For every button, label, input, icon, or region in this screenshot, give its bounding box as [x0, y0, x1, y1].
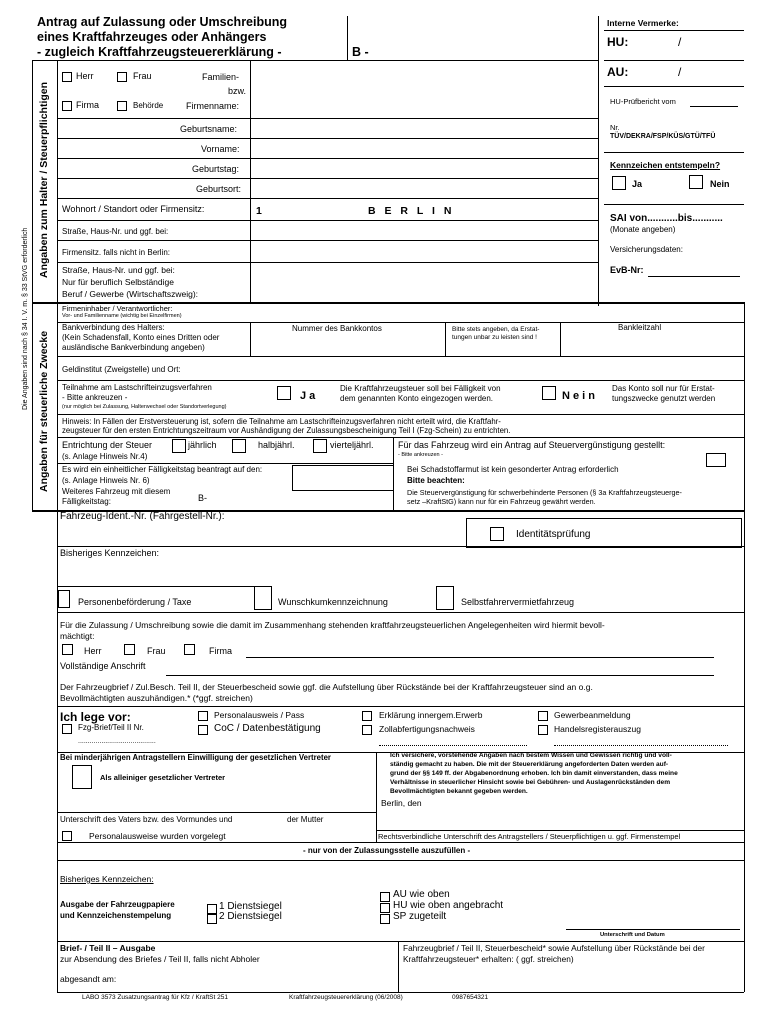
inspection-orgs: TÜV/DEKRA/FSP/KÜS/GTÜ/TFÜ	[610, 133, 716, 140]
hu-report-label: HU-Prüfbericht vom	[610, 97, 676, 106]
form-title-line2: eines Kraftfahrzeuges oder Anhängers	[37, 30, 267, 44]
payment-interval-label: Entrichtung der Steuer	[62, 440, 153, 450]
custom-plate-checkbox[interactable]	[254, 586, 272, 610]
papers-issue-label-2: und Kennzeichenstempelung	[60, 911, 172, 920]
documents-heading: Ich lege vor:	[60, 710, 131, 724]
direct-debit-no-label: N e i n	[562, 390, 596, 402]
footer-declaration: Kraftfahrzeugsteuererklärung (06/2008)	[289, 994, 403, 1001]
sole-guardian-checkbox[interactable]	[72, 765, 92, 789]
street-label: Straße, Haus-Nr. und ggf. bei:	[62, 227, 169, 236]
doc-trade-label: Gewerbeanmeldung	[554, 710, 631, 720]
refund-only-1: Das Konto soll nur für Erstat-	[612, 384, 715, 393]
residence-postcode: 1	[256, 205, 262, 217]
brief-issue-heading: Brief- / Teil II – Ausgabe	[60, 943, 156, 953]
doc-coc-label: CoC / Datenbestätigung	[214, 723, 321, 734]
doc-customs-label: Zollabfertigungsnachweis	[379, 724, 475, 734]
authorization-line-2: mächtigt:	[60, 631, 95, 641]
doc-brief-number-dots[interactable]: ........................................	[78, 738, 156, 745]
holder-frau-checkbox[interactable]	[117, 72, 127, 82]
tax-relief-checkbox[interactable]	[706, 453, 726, 467]
internal-notes-label: Interne Vermerke:	[607, 18, 679, 28]
rental-checkbox[interactable]	[436, 586, 454, 610]
direct-debit-yes-label: J a	[300, 390, 316, 402]
owner-note: Vor- und Familienname (wichtig bei Einzelfirmen)	[62, 313, 182, 319]
mother-signature-label: der Mutter	[287, 815, 324, 824]
note-line-1: Hinweis: In Fällen der Erstversteuerung ist, sofern die Teilnahme am Lastschrifteinzugsverfahren nicht erteilt wird, die Kraftfahr-	[62, 417, 501, 426]
due-text-2: dem genannten Konto eingezogen werden.	[340, 394, 494, 403]
holder-herr-checkbox[interactable]	[62, 72, 72, 82]
residence-label: Wohnort / Standort oder Firmensitz:	[62, 204, 205, 214]
hu-label: HU:	[607, 35, 629, 49]
disabled-note-1: Die Steuervergünstigung für schwerbehinderte Personen (§ 3a Kraftfahrzeugsteuerge-	[407, 488, 682, 497]
sai-period: SAI von...........bis...........	[610, 213, 723, 224]
street2-label: Straße, Haus-Nr. und ggf. bei:	[62, 265, 175, 275]
low-emission-note: Bei Schadstoffarmut ist kein gesonderter Antrag erforderlich	[407, 465, 619, 474]
declaration-line-1: Ich versichere, vorstehende Angaben nach bestem Wissen und Gewissen richtig und voll-	[390, 752, 672, 759]
registration-doc-line-1: Der Fahrzeugbrief / Zul.Besch. Teil II, der Steuerbescheid sowie ggf. die Aufstellung über Rückstände bei der Kraftfahrzeugsteuer sind an o.g.	[60, 682, 593, 692]
identity-check-box	[466, 518, 742, 548]
auth-firma-label: Firma	[209, 646, 232, 656]
stamp-no-checkbox[interactable]	[689, 175, 703, 189]
halfyearly-label: halbjährl.	[258, 440, 295, 450]
holder-behoerde-checkbox[interactable]	[117, 101, 127, 111]
please-note-label: Bitte beachten:	[407, 476, 465, 485]
au-slash: /	[678, 65, 682, 79]
au-label-office: AU wie oben	[393, 889, 450, 900]
side-label-holder: Angaben zum Halter / Steuerpflichtigen	[38, 81, 50, 278]
papers-issue-label-1: Ausgabe der Fahrzeugpapiere	[60, 900, 175, 909]
received-line-1: Fahrzeugbrief / Teil II, Steuerbescheid* sowie Aufstellung über Rückstände bei der	[403, 943, 705, 953]
taxi-checkbox[interactable]	[58, 590, 70, 608]
side-label-legal: Die Angaben sind nach § 34 I. V. m. § 33 StVG erforderlich	[22, 227, 29, 410]
stamp-yes-label: Ja	[632, 179, 643, 189]
direct-debit-label-2: - Bitte ankreuzen -	[62, 393, 128, 402]
owner-label: Firmeninhaber / Verantwortlicher:	[62, 304, 173, 313]
declaration-line-4: Verhältnisse in steuerlicher Hinsicht sowie bei Gebühren- und Auslagenrückständen dem	[390, 779, 671, 786]
doc-id-checkbox[interactable]	[198, 711, 208, 721]
seal-2-checkbox[interactable]	[207, 914, 217, 924]
place-date-label: Berlin, den	[381, 798, 422, 808]
family-label-1: Familien-	[202, 72, 240, 82]
doc-trade-checkbox[interactable]	[538, 711, 548, 721]
holder-behoerde-label: Behörde	[133, 101, 164, 110]
doc-register-label: Handelsregisterauszug	[554, 724, 641, 734]
footer-form-id: LABO 3573 Zusatzungsantrag für Kfz / KraftSt 251	[82, 994, 228, 1001]
sole-guardian-label: Als alleiniger gesetzlicher Vertreter	[100, 773, 226, 782]
authorization-line-1: Für die Zulassung / Umschreibung sowie die damit im Zusammenhang stehenden kraftfahrzeugsteuerlichen Angelegenheiten wird hiermit bevoll-	[60, 620, 605, 630]
due-date-label: Es wird ein einheitlicher Fälligkeitstag beantragt auf den:	[62, 465, 263, 474]
doc-eu-checkbox[interactable]	[362, 711, 372, 721]
doc-id-label: Personalausweis / Pass	[214, 710, 305, 720]
due-text-1: Die Kraftfahrzeugsteuer soll bei Fälligkeit von	[340, 384, 501, 393]
disabled-note-2: setz –KraftStG) kann nur für ein Fahrzeug gewährt werden.	[407, 497, 596, 506]
office-only-heading: - nur von der Zulassungsstelle auszufüllen -	[303, 846, 471, 855]
direct-debit-no-checkbox[interactable]	[542, 386, 556, 400]
received-line-2: Kraftfahrzeugsteuer* erhalten: ( ggf. streichen)	[403, 954, 574, 964]
identity-check-checkbox[interactable]	[490, 527, 504, 541]
seal-1-checkbox[interactable]	[207, 904, 217, 914]
birthday-label: Geburtstag:	[192, 164, 240, 174]
office-previous-plate: Bisheriges Kennzeichen:	[60, 874, 154, 884]
form-title-line1: Antrag auf Zulassung oder Umschreibung	[37, 15, 288, 29]
brief-issue-sub: zur Absendung des Briefes / Teil II, falls nicht Abholer	[60, 954, 260, 964]
side-label-tax: Angaben für steuerliche Zwecke	[38, 330, 50, 492]
bank-label-2: (Kein Schadensfall, Konto eines Dritten oder	[62, 333, 220, 342]
stamp-no-label: Nein	[710, 179, 730, 189]
months-hint: (Monate angeben)	[610, 225, 676, 234]
nr-label: Nr.	[610, 123, 620, 132]
birthplace-label: Geburtsort:	[196, 184, 242, 194]
auth-herr-checkbox[interactable]	[62, 644, 73, 655]
hu-checkbox[interactable]	[380, 903, 390, 913]
taxi-label: Personenbeförderung / Taxe	[78, 597, 192, 607]
b-number-field[interactable]: B -	[352, 45, 369, 59]
holder-frau-label: Frau	[133, 71, 152, 81]
other-vehicle-label-2: Fälligkeitstag:	[62, 497, 111, 506]
hu-slash: /	[678, 35, 682, 49]
due-date-field[interactable]	[292, 465, 394, 491]
refund-only-2: tungszwecke genutzt werden	[612, 394, 716, 403]
seal-1-label: 1 Dienstsiegel	[219, 901, 282, 912]
doc-brief-label: Fzg-Brief/Teil II Nr.	[78, 723, 144, 732]
residence-city: B E R L I N	[368, 205, 452, 217]
family-label-2: bzw.	[228, 86, 247, 96]
sp-checkbox[interactable]	[380, 914, 390, 924]
quarterly-checkbox[interactable]	[313, 439, 327, 453]
company-name-label: Firmenname:	[186, 101, 240, 111]
insurance-label: Versicherungsdaten:	[610, 245, 683, 254]
profession-label: Beruf / Gewerbe (Wirtschaftszweig):	[62, 289, 199, 299]
sp-label-office: SP zugeteilt	[393, 911, 447, 922]
other-vehicle-label-1: Weiteres Fahrzeug mit diesem	[62, 487, 171, 496]
holder-firma-label: Firma	[76, 100, 99, 110]
first-name-label: Vorname:	[201, 144, 240, 154]
other-vehicle-b: B-	[198, 493, 207, 503]
holder-herr-label: Herr	[76, 71, 94, 81]
seal-2-label: 2 Dienstsiegel	[219, 911, 282, 922]
doc-brief-checkbox[interactable]	[62, 724, 72, 734]
declaration-line-3: grund der §§ 149 ff. der Abgabenordnung erhoben. Ich bin damit einverstanden, dass meine	[390, 770, 678, 777]
auth-frau-label: Frau	[147, 646, 166, 656]
declaration-line-5: Bevollmächtigten bekannt gegeben werden.	[390, 788, 528, 795]
doc-eu-label: Erklärung innergem.Erwerb	[379, 710, 483, 720]
self-employed-label: Nur für beruflich Selbständige	[62, 277, 174, 287]
appendix-4-note: (s. Anlage Hinweis Nr.4)	[62, 452, 148, 461]
holder-firma-checkbox[interactable]	[62, 101, 72, 111]
rental-label: Selbstfahrervermietfahrzeug	[461, 597, 575, 607]
footer-code: 0987654321	[452, 994, 489, 1001]
ids-presented-label: Personalausweise wurden vorgelegt	[89, 831, 226, 841]
tax-relief-label: Für das Fahrzeug wird ein Antrag auf Steuervergünstigung gestellt:	[398, 440, 666, 450]
doc-coc-checkbox[interactable]	[198, 725, 208, 735]
custom-plate-label: Wunschkumkennzeichnung	[278, 597, 388, 607]
company-seat-label: Firmensitz. falls nicht in Berlin:	[62, 248, 171, 257]
declaration-line-2: ständig gemacht zu haben. Die mit der Steuererklärung angeforderten Daten werden auf-	[390, 761, 669, 768]
signature-date-label: Unterschrift und Datum	[600, 932, 665, 938]
quarterly-label: vierteljährl.	[330, 440, 374, 450]
bank-code-label: Bankleitzahl	[618, 323, 662, 332]
au-checkbox[interactable]	[380, 892, 390, 902]
sent-on-label: abgesandt am:	[60, 974, 117, 984]
previous-plate-label: Bisheriges Kennzeichen:	[60, 548, 160, 558]
bank-institute-label: Geldinstitut (Zweigstelle) und Ort:	[62, 365, 181, 374]
minor-consent-heading: Bei minderjährigen Antragstellern Einwilligung der gesetzlichen Vertreter	[60, 753, 331, 762]
full-address-label: Vollständige Anschrift	[60, 661, 146, 671]
refund-note-1: Bitte stets angeben, da Erstat-	[452, 326, 540, 333]
yearly-label: jährlich	[188, 440, 217, 450]
direct-debit-note: (nur möglich bei Zulassung, Halterwechsel oder Standortverlegung)	[62, 404, 227, 410]
halfyearly-checkbox[interactable]	[232, 439, 246, 453]
auth-herr-label: Herr	[84, 646, 102, 656]
birth-name-label: Geburtsname:	[180, 124, 238, 134]
stamp-question: Kennzeichen entstempeln?	[610, 160, 721, 170]
bank-label-1: Bankverbindung des Halters:	[62, 323, 165, 332]
vin-label: Fahrzeug-Ident.-Nr. (Fahrgestell-Nr.):	[60, 511, 225, 522]
please-tick-note: - Bitte ankreuzen -	[398, 452, 443, 458]
auth-frau-checkbox[interactable]	[124, 644, 135, 655]
note-line-2: zeugsteuer für den ersten Entrichtungszeitraum vor Aushändigung der Zulassungsbescheinigung Teil I (Fzg-Schein) zu entrichten.	[62, 426, 511, 435]
auth-firma-checkbox[interactable]	[184, 644, 195, 655]
bank-label-3: ausländische Bankverbindung angeben)	[62, 343, 205, 352]
identity-check-label: Identitätsprüfung	[516, 529, 591, 540]
father-signature-label: Unterschrift des Vaters bzw. des Vormundes und	[60, 815, 233, 824]
direct-debit-yes-checkbox[interactable]	[277, 386, 291, 400]
au-label: AU:	[607, 65, 629, 79]
applicant-signature-label: Rechtsverbindliche Unterschrift des Antragstellers / Steuerpflichtigen u. ggf. Firmenstempel	[378, 832, 681, 841]
form-title-line3: - zugleich Kraftfahrzeugsteuererklärung -	[37, 45, 282, 59]
refund-note-2: tungen unbar zu leisten sind !	[452, 334, 537, 341]
registration-doc-line-2: Bevollmächtigten auszuhändigen.* (*ggf. streichen)	[60, 693, 253, 703]
ids-presented-checkbox[interactable]	[62, 831, 72, 841]
hu-label-office: HU wie oben angebracht	[393, 900, 504, 911]
yearly-checkbox[interactable]	[172, 439, 186, 453]
stamp-yes-checkbox[interactable]	[612, 176, 626, 190]
direct-debit-label-1: Teilnahme am Lastschrifteinzugsverfahren	[62, 383, 212, 392]
account-number-label: Nummer des Bankkontos	[292, 324, 382, 333]
evb-label: EvB-Nr:	[610, 265, 644, 275]
doc-register-checkbox[interactable]	[538, 725, 548, 735]
appendix-6-note: (s. Anlage Hinweis Nr. 6)	[62, 476, 150, 485]
doc-customs-checkbox[interactable]	[362, 725, 372, 735]
